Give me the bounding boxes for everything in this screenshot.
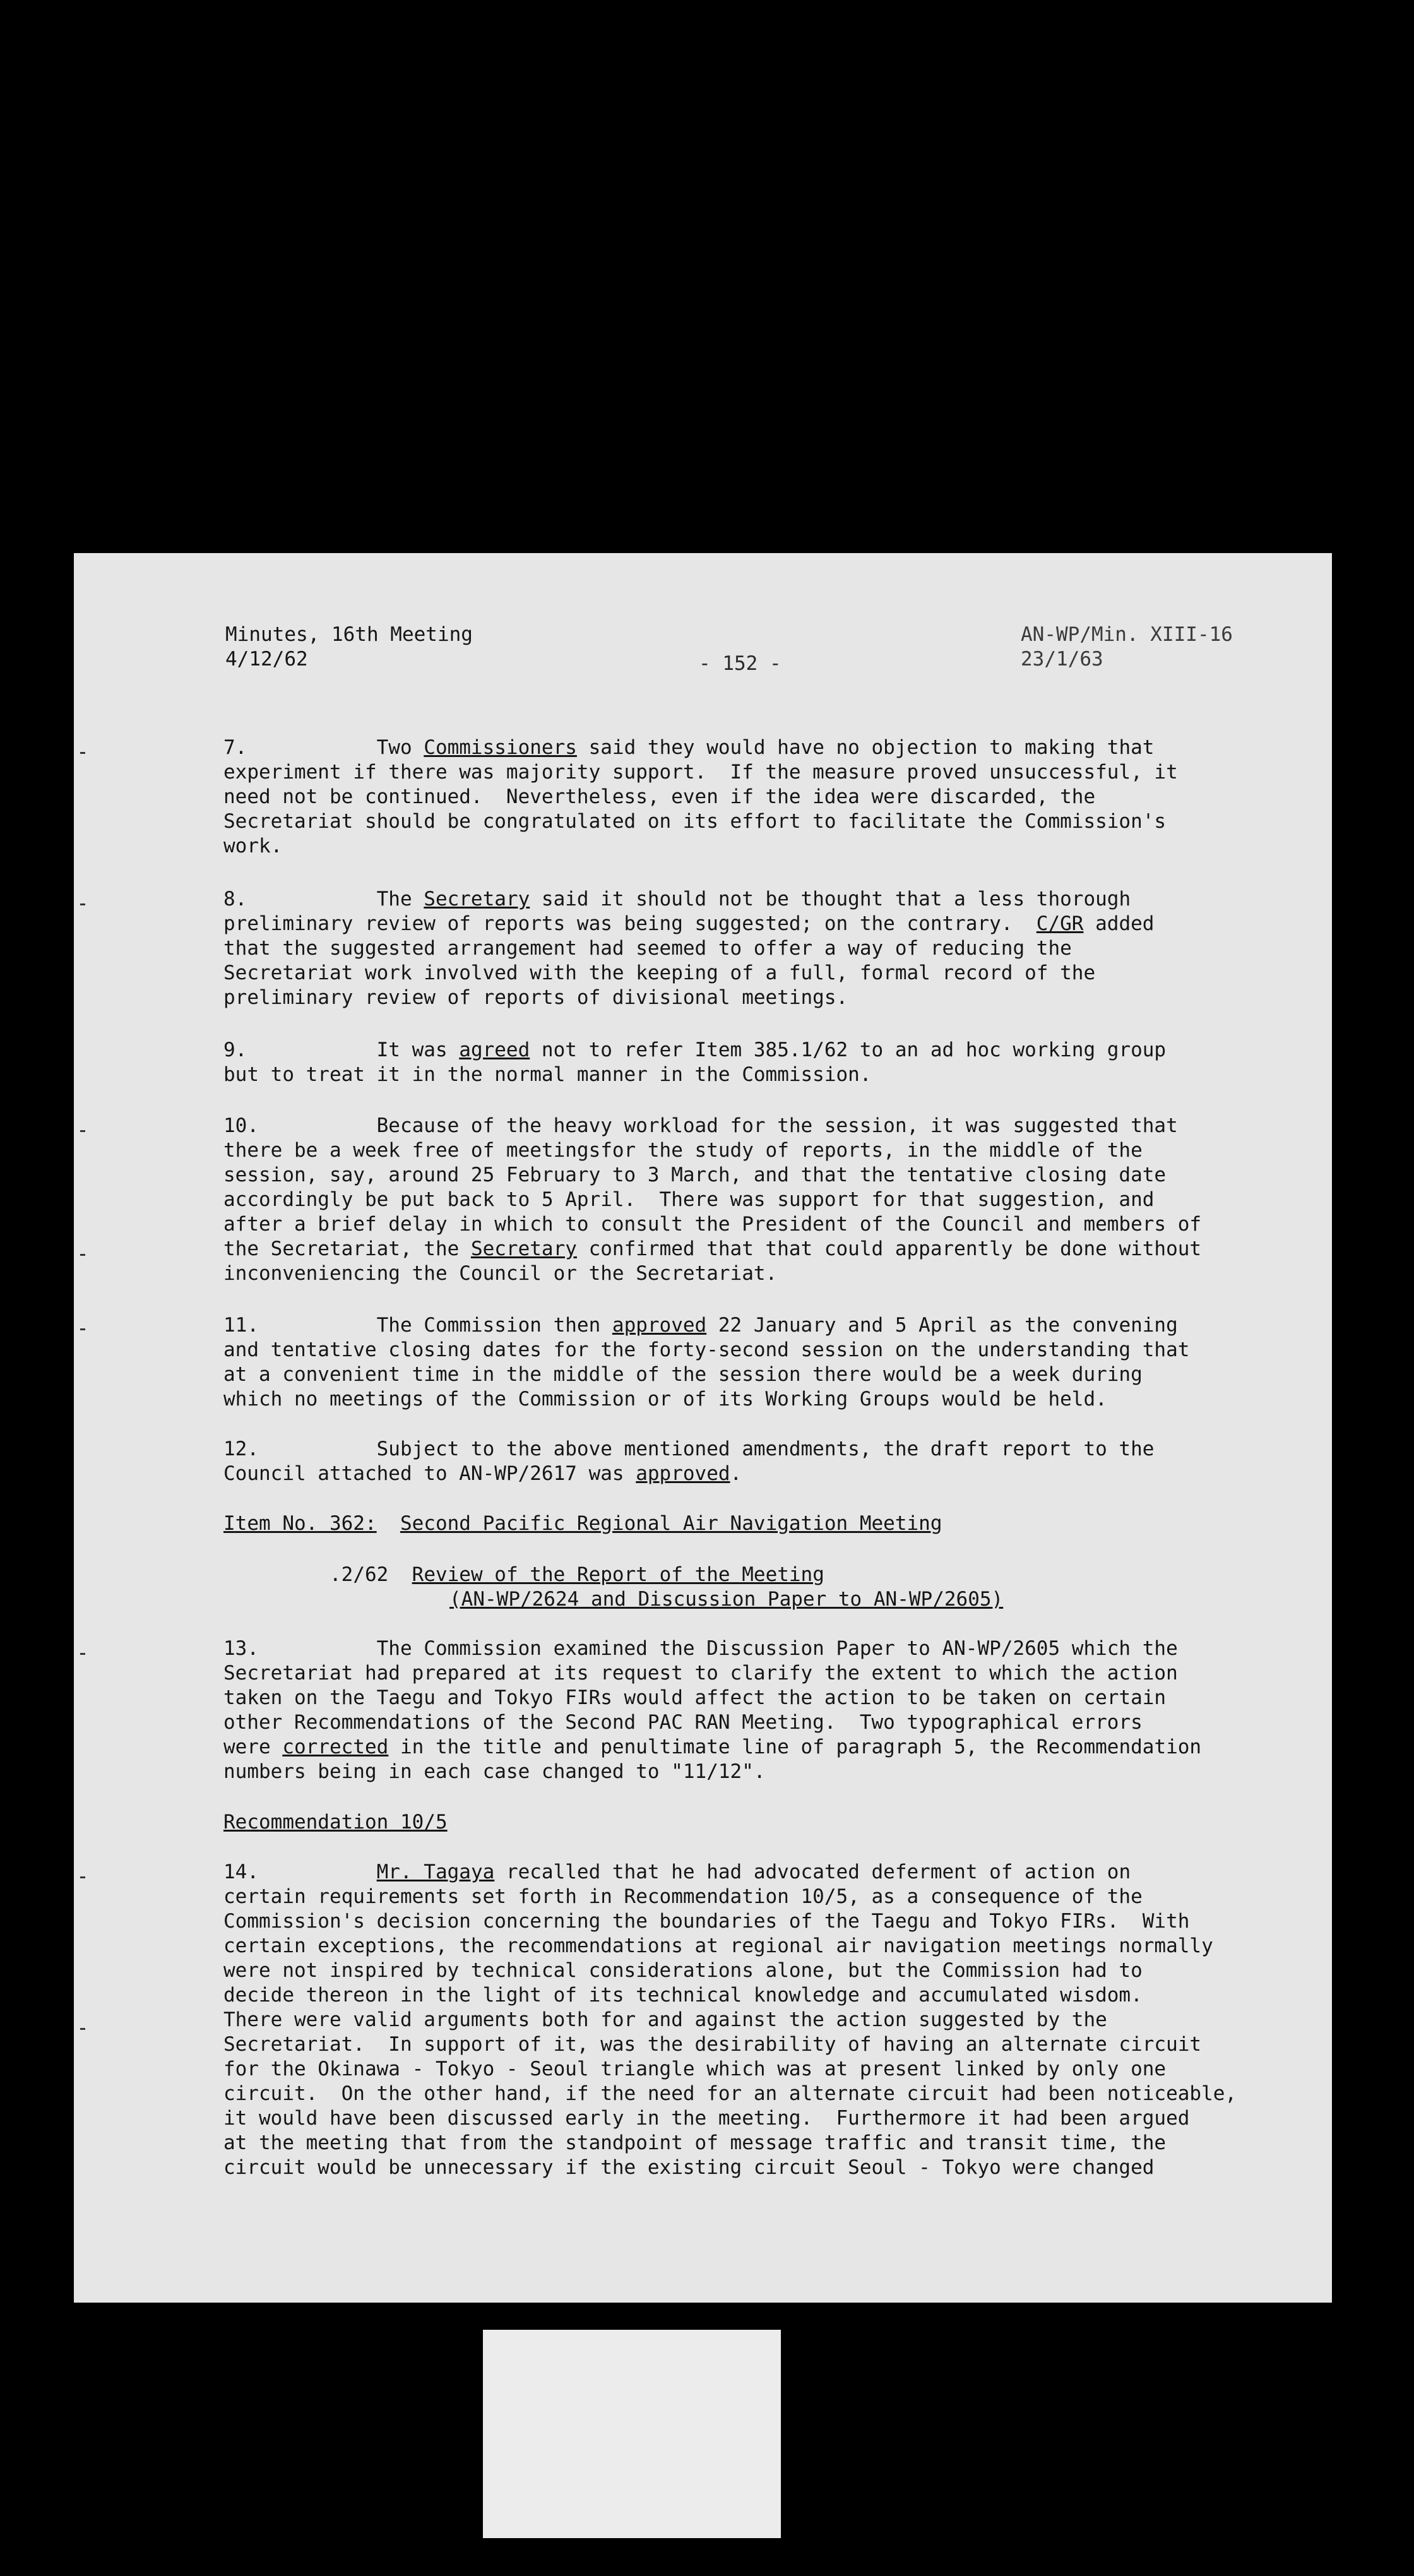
document-reference: AN-WP/Min. XIII-16 bbox=[1021, 623, 1233, 646]
sub-item-title: Review of the Report of the Meeting bbox=[412, 1563, 824, 1586]
document-date: 23/1/63 bbox=[1021, 648, 1103, 671]
meeting-title: Minutes, 16th Meeting bbox=[225, 623, 473, 646]
margin-mark bbox=[80, 1328, 85, 1330]
paragraph-12: 12. Subject to the above mentioned amendments, the draft report to the Council attached to AN-WP/2617 was approved. bbox=[223, 1438, 1155, 1485]
paragraph-8: 8. The Secretary said it should not be thought that a less thorough preliminary review of reports was being suggested; on the contrary. C/GR added that the suggested arrangement had seemed to offer a way of reducing the Secretariat work involved with the keeping of a full, formal record of the preliminary review of reports of divisional meetings. bbox=[223, 888, 1155, 1009]
margin-mark bbox=[80, 1653, 85, 1655]
meeting-date: 4/12/62 bbox=[225, 648, 308, 671]
paragraph-14: 14. Mr. Tagaya recalled that he had advocated deferment of action on certain requirements set forth in Recommendation 10/5, as a consequence of the Commission's decision concerning the boundaries of the Taegu and Tokyo FIRs. With certain exceptions, the recommendations at regional air navigation meetings normally were not inspired by technical considerations alone, but the Commission had to decide thereon in the light of its technical knowledge and accumulated wisdom. There were valid arguments both for and against the action suggested by the Secretariat. In support of it, was the desirability of having an alternate circuit for the Okinawa - Tokyo - Seoul triangle which was at present linked by only one circuit. On the other hand, if the need for an alternate circuit had been noticeable, it would have been discussed early in the meeting. Furthermore it had been argued at the meeting that from the standpoint of message traffic and transit time, the circuit would be unnecessary if the existing circuit Seoul - Tokyo were changed bbox=[223, 1861, 1237, 2179]
sub-item-reference: (AN-WP/2624 and Discussion Paper to AN-WP/2605) bbox=[449, 1588, 1004, 1611]
margin-mark bbox=[80, 903, 85, 905]
paragraph-7: 7. Two Commissioners said they would have no objection to making that experiment if there was majority support. If the measure proved unsuccessful, it need not be continued. Nevertheless, even if the idea were discarded, the Secretariat should be congratulated on its effort to facilitate the Commission's work. bbox=[223, 736, 1178, 857]
margin-mark bbox=[80, 2028, 85, 2030]
paragraph-13: 13. The Commission examined the Discussion Paper to AN-WP/2605 which the Secretariat had prepared at its request to clarify the extent to which the action taken on the Taegu and Tokyo FIRs would affect the action to be taken on certain other Recommendations of the Second PAC RAN Meeting. Two typographical errors were corrected in the title and penultimate line of paragraph 5, the Recommendation numbers being in each case changed to "11/12". bbox=[223, 1637, 1202, 1783]
paragraph-11: 11. The Commission then approved 22 January and 5 April as the convening and tentative closing dates for the forty-second session on the understanding that at a convenient time in the middle of the session there would be a week during which no meetings of the Commission or of its Working Groups would be held. bbox=[223, 1314, 1190, 1410]
item-title: Second Pacific Regional Air Navigation Meeting bbox=[400, 1512, 942, 1535]
header-right bbox=[1021, 623, 1233, 672]
margin-mark bbox=[80, 1876, 85, 1878]
item-heading bbox=[223, 1512, 1334, 1536]
margin-mark bbox=[80, 1254, 85, 1256]
page-number: - 152 - bbox=[699, 652, 781, 675]
header-left bbox=[225, 623, 473, 672]
margin-mark bbox=[80, 752, 85, 754]
next-page-stub bbox=[483, 2330, 781, 2538]
recommendation-heading: Recommendation 10/5 bbox=[223, 1811, 448, 1834]
margin-mark bbox=[80, 1130, 85, 1132]
sub-item-heading bbox=[330, 1563, 1414, 1587]
item-label: Item No. 362: bbox=[223, 1512, 377, 1535]
paragraph-10: 10. Because of the heavy workload for the session, it was suggested that there be a week free of meetingsfor the study of reports, in the middle of the session, say, around 25 February to 3 March, and that the tentative closing date accordingly be put back to 5 April. There was support for that suggestion, and after a brief delay in which to consult the President of the Council and members of the Secretariat, the Secretary confirmed that that could apparently be done without inconveniencing the Council or the Secretariat. bbox=[223, 1114, 1202, 1285]
document-page bbox=[74, 553, 1332, 2303]
sub-item-number: .2/62 bbox=[330, 1563, 389, 1586]
paragraph-9: 9. It was agreed not to refer Item 385.1/62 to an ad hoc working group but to treat it in the normal manner in the Commission. bbox=[223, 1039, 1167, 1086]
